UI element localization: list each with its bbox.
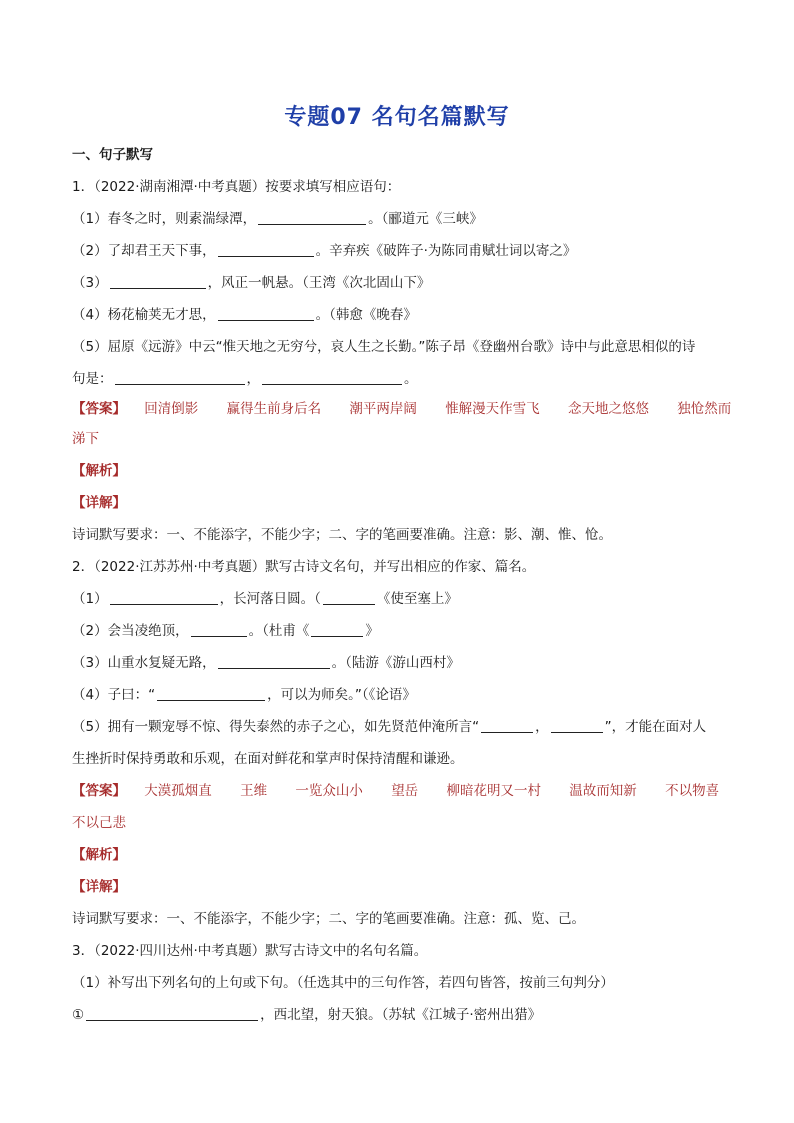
blank-input[interactable] <box>218 306 314 321</box>
blank-input[interactable] <box>191 622 247 637</box>
q3-sub2: ① ，西北望，射天狼。（苏轼《江城子·密州出猎》 <box>72 1007 542 1023</box>
blank-input[interactable] <box>157 686 265 701</box>
answer-item: 温故而知新 <box>569 783 637 799</box>
answer-item: 王维 <box>240 783 268 799</box>
q1-stem: 1．（2022·湖南湘潭·中考真题）按要求填写相应语句： <box>72 179 401 195</box>
answer-label: 【答案】 <box>72 783 126 799</box>
answer-item: 一览众山小 <box>295 783 363 799</box>
q1-answer <box>72 400 755 418</box>
answer-item: 大漠孤烟直 <box>144 783 212 799</box>
q2-sub3: （3）山重水复疑无路， 。（陆游《游山西村》 <box>72 655 460 671</box>
page-title: 专题07 名句名篇默写 <box>284 105 510 130</box>
q1-sub5-cont: 句是： ， 。 <box>72 371 418 387</box>
blank-input[interactable] <box>115 370 245 385</box>
answer-item: 念天地之悠悠 <box>567 401 649 417</box>
answer-item: 潮平两岸阔 <box>349 401 417 417</box>
detail-text: 诗词默写要求：一、不能添字，不能少字；二、字的笔画要准确。注意：孤、览、己。 <box>72 911 585 927</box>
q1-sub1: （1）春冬之时，则素湍绿潭， 。（郦道元《三峡》 <box>72 211 483 227</box>
blank-input[interactable] <box>551 718 603 733</box>
q2-stem: 2．（2022·江苏苏州·中考真题）默写古诗文名句，并写出相应的作家、篇名。 <box>72 559 536 575</box>
q1-sub2: （2）了却君王天下事， 。辛弃疾《破阵子·为陈同甫赋壮词以寄之》 <box>72 243 577 259</box>
blank-input[interactable] <box>311 622 363 637</box>
answer-item: 回清倒影 <box>144 401 199 417</box>
answer-item: 不以物喜 <box>665 783 720 799</box>
detail-text: 诗词默写要求：一、不能添字，不能少字；二、字的笔画要准确。注意：影、潮、惟、怆。 <box>72 527 612 543</box>
q2-sub1: （1） ，长河落日圆。（ 《使至塞上》 <box>72 591 458 607</box>
blank-input[interactable] <box>218 242 314 257</box>
q2-sub4: （4）子曰：“ ，可以为师矣。”（《论语》 <box>72 687 416 703</box>
answer-item: 柳暗花明又一村 <box>446 783 541 799</box>
q1-sub4: （4）杨花榆荚无才思， 。（韩愈《晚春》 <box>72 307 417 323</box>
detail-label: 【详解】 <box>72 879 126 895</box>
q1-sub5: （5）屈原《远游》中云“惟天地之无穷兮，哀人生之长勤。”陈子昂《登幽州台歌》诗中与此意思相似的诗 <box>72 339 696 355</box>
analysis-label: 【解析】 <box>72 463 126 479</box>
answer-item: 望岳 <box>391 783 419 799</box>
q2-sub5-cont: 生挫折时保持勇敢和乐观，在面对鲜花和掌声时保持清醒和谦逊。 <box>72 751 464 767</box>
analysis-label: 【解析】 <box>72 847 126 863</box>
answer-item: 独怆然而 <box>677 401 732 417</box>
answer-wrap: 不以己悲 <box>72 815 126 831</box>
answer-item: 赢得生前身后名 <box>226 401 322 417</box>
q3-sub1: （1）补写出下列名句的上句或下句。（任选其中的三句作答，若四句皆答，按前三句判分） <box>72 975 614 991</box>
q1-sub3: （3） ，风正一帆悬。（王湾《次北固山下》 <box>72 275 431 291</box>
section-heading: 一、句子默写 <box>72 147 153 163</box>
blank-input[interactable] <box>110 274 206 289</box>
blank-input[interactable] <box>86 1006 258 1021</box>
q2-sub2: （2）会当凌绝顶， 。（杜甫《 》 <box>72 623 379 639</box>
answer-wrap: 涕下 <box>72 431 99 447</box>
blank-input[interactable] <box>110 590 218 605</box>
q2-answer <box>72 782 743 800</box>
blank-input[interactable] <box>481 718 533 733</box>
q2-sub5: （5）拥有一颗宠辱不惊、得失泰然的赤子之心，如先贤范仲淹所言“ ， ”，才能在面对人 <box>72 719 707 735</box>
blank-input[interactable] <box>262 370 402 385</box>
detail-label: 【详解】 <box>72 495 126 511</box>
blank-input[interactable] <box>258 210 366 225</box>
blank-input[interactable] <box>323 590 375 605</box>
q3-stem: 3．（2022·四川达州·中考真题）默写古诗文中的名句名篇。 <box>72 943 428 959</box>
answer-label: 【答案】 <box>72 401 126 417</box>
blank-input[interactable] <box>218 654 330 669</box>
answer-item: 惟解漫天作雪飞 <box>445 401 540 417</box>
